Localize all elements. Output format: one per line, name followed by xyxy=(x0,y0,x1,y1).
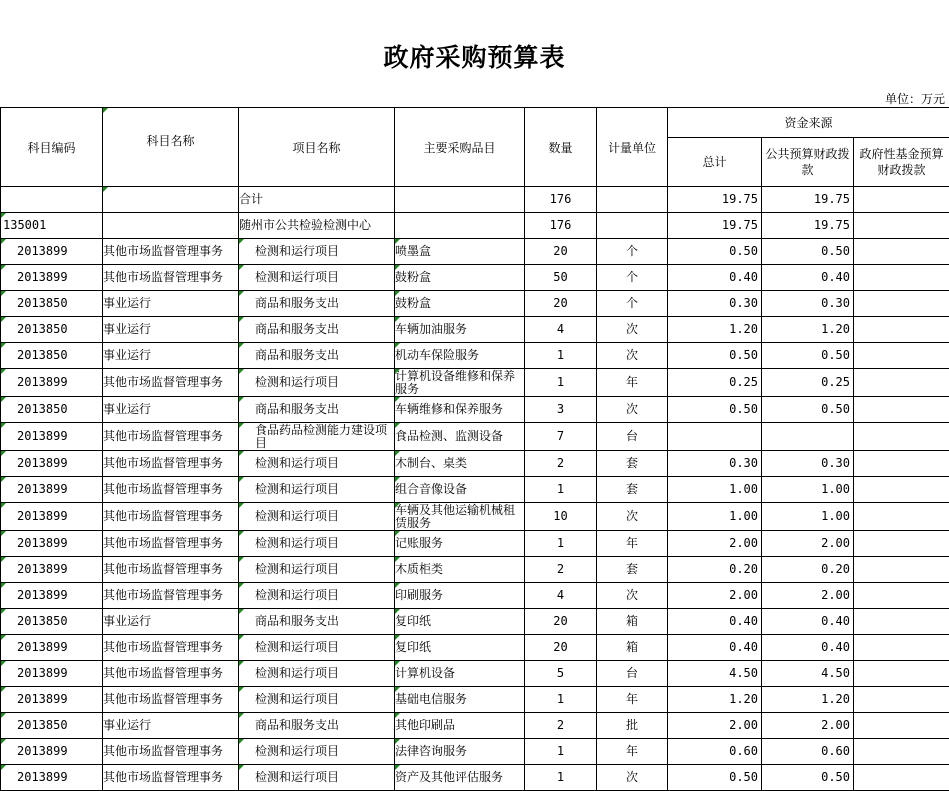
summary-row xyxy=(1,187,949,213)
row-public: 0.40 xyxy=(762,265,854,291)
table-row xyxy=(1,583,949,609)
row-project: 检测和运行项目 xyxy=(239,369,395,397)
row-public: 4.50 xyxy=(762,661,854,687)
row-gov-fund xyxy=(854,609,949,635)
row-item: 计算机设备维修和保养服务 xyxy=(395,369,525,397)
row-item: 其他印刷品 xyxy=(395,713,525,739)
row-item: 车辆维修和保养服务 xyxy=(395,397,525,423)
row-measure: 次 xyxy=(597,397,668,423)
row-gov-fund xyxy=(854,503,949,531)
table-row xyxy=(1,343,949,369)
row-code: 2013899 xyxy=(1,503,103,531)
unit-total: 19.75 xyxy=(668,213,762,239)
row-item: 记账服务 xyxy=(395,531,525,557)
row-code: 2013899 xyxy=(1,423,103,451)
row-total: 0.50 xyxy=(668,343,762,369)
row-measure: 次 xyxy=(597,765,668,791)
row-qty: 20 xyxy=(525,609,597,635)
header-item: 主要采购品目 xyxy=(395,108,525,187)
row-measure: 台 xyxy=(597,423,668,451)
summary-label: 合计 xyxy=(239,187,395,213)
row-code: 2013850 xyxy=(1,713,103,739)
row-total xyxy=(668,423,762,451)
row-item: 车辆加油服务 xyxy=(395,317,525,343)
row-item: 喷墨盒 xyxy=(395,239,525,265)
row-qty: 7 xyxy=(525,423,597,451)
row-measure: 年 xyxy=(597,369,668,397)
unit-public: 19.75 xyxy=(762,213,854,239)
row-project: 检测和运行项目 xyxy=(239,503,395,531)
table-row xyxy=(1,609,949,635)
table-row xyxy=(1,239,949,265)
row-gov-fund xyxy=(854,557,949,583)
row-project: 检测和运行项目 xyxy=(239,557,395,583)
row-item: 组合音像设备 xyxy=(395,477,525,503)
row-project: 商品和服务支出 xyxy=(239,317,395,343)
table-row xyxy=(1,739,949,765)
row-measure: 个 xyxy=(597,239,668,265)
row-code: 2013899 xyxy=(1,265,103,291)
row-public: 0.60 xyxy=(762,739,854,765)
header-code: 科目编码 xyxy=(1,108,103,187)
row-project: 检测和运行项目 xyxy=(239,635,395,661)
row-total: 0.30 xyxy=(668,451,762,477)
row-gov-fund xyxy=(854,661,949,687)
row-qty: 1 xyxy=(525,739,597,765)
row-project: 食品药品检测能力建设项目 xyxy=(239,423,395,451)
row-measure: 次 xyxy=(597,317,668,343)
row-gov-fund xyxy=(854,423,949,451)
row-project: 商品和服务支出 xyxy=(239,713,395,739)
table-row xyxy=(1,291,949,317)
unit-row xyxy=(1,213,949,239)
row-total: 2.00 xyxy=(668,713,762,739)
row-total: 0.30 xyxy=(668,291,762,317)
row-subject: 其他市场监督管理事务 xyxy=(103,451,239,477)
row-item: 复印纸 xyxy=(395,609,525,635)
row-code: 2013850 xyxy=(1,291,103,317)
row-measure: 套 xyxy=(597,451,668,477)
row-total: 1.20 xyxy=(668,687,762,713)
table-row xyxy=(1,635,949,661)
table-row xyxy=(1,451,949,477)
row-item: 车辆及其他运输机械租赁服务 xyxy=(395,503,525,531)
table-row xyxy=(1,397,949,423)
row-measure: 套 xyxy=(597,557,668,583)
summary-qty: 176 xyxy=(525,187,597,213)
row-public: 2.00 xyxy=(762,713,854,739)
row-subject: 其他市场监督管理事务 xyxy=(103,369,239,397)
header-subject: 科目名称 xyxy=(103,108,239,187)
table-row xyxy=(1,557,949,583)
row-subject: 其他市场监督管理事务 xyxy=(103,477,239,503)
header-measure: 计量单位 xyxy=(597,108,668,187)
row-code: 2013899 xyxy=(1,765,103,791)
summary-public: 19.75 xyxy=(762,187,854,213)
row-total: 0.25 xyxy=(668,369,762,397)
row-subject: 其他市场监督管理事务 xyxy=(103,531,239,557)
row-subject: 事业运行 xyxy=(103,609,239,635)
row-project: 检测和运行项目 xyxy=(239,661,395,687)
row-project: 检测和运行项目 xyxy=(239,583,395,609)
row-public xyxy=(762,423,854,451)
row-qty: 4 xyxy=(525,317,597,343)
row-measure: 年 xyxy=(597,531,668,557)
row-qty: 4 xyxy=(525,583,597,609)
row-measure: 次 xyxy=(597,503,668,531)
table-row xyxy=(1,423,949,451)
row-public: 1.20 xyxy=(762,687,854,713)
row-subject: 其他市场监督管理事务 xyxy=(103,557,239,583)
budget-table xyxy=(0,107,949,791)
row-qty: 20 xyxy=(525,291,597,317)
row-qty: 2 xyxy=(525,713,597,739)
row-measure: 台 xyxy=(597,661,668,687)
row-code: 2013850 xyxy=(1,317,103,343)
row-qty: 5 xyxy=(525,661,597,687)
row-item: 法律咨询服务 xyxy=(395,739,525,765)
row-code: 2013899 xyxy=(1,477,103,503)
row-total: 0.20 xyxy=(668,557,762,583)
row-code: 2013850 xyxy=(1,609,103,635)
row-public: 2.00 xyxy=(762,583,854,609)
header-gov-fund: 政府性基金预算财政拨款 xyxy=(854,138,949,187)
row-qty: 1 xyxy=(525,369,597,397)
row-project: 检测和运行项目 xyxy=(239,239,395,265)
row-public: 1.20 xyxy=(762,317,854,343)
row-project: 商品和服务支出 xyxy=(239,291,395,317)
header-funds: 资金来源 xyxy=(668,108,949,138)
header-qty: 数量 xyxy=(525,108,597,187)
row-qty: 2 xyxy=(525,451,597,477)
row-code: 2013899 xyxy=(1,239,103,265)
row-subject: 事业运行 xyxy=(103,317,239,343)
row-qty: 1 xyxy=(525,343,597,369)
row-public: 0.50 xyxy=(762,765,854,791)
row-gov-fund xyxy=(854,687,949,713)
row-project: 检测和运行项目 xyxy=(239,265,395,291)
row-measure: 批 xyxy=(597,713,668,739)
row-item: 资产及其他评估服务 xyxy=(395,765,525,791)
row-subject: 事业运行 xyxy=(103,397,239,423)
row-code: 2013850 xyxy=(1,343,103,369)
row-public: 0.20 xyxy=(762,557,854,583)
table-row xyxy=(1,713,949,739)
row-total: 0.40 xyxy=(668,635,762,661)
row-total: 0.50 xyxy=(668,239,762,265)
row-public: 0.40 xyxy=(762,635,854,661)
row-total: 0.50 xyxy=(668,765,762,791)
row-gov-fund xyxy=(854,239,949,265)
row-code: 2013899 xyxy=(1,739,103,765)
row-gov-fund xyxy=(854,369,949,397)
row-subject: 其他市场监督管理事务 xyxy=(103,503,239,531)
row-item: 印刷服务 xyxy=(395,583,525,609)
row-total: 1.00 xyxy=(668,477,762,503)
row-public: 2.00 xyxy=(762,531,854,557)
table-row xyxy=(1,503,949,531)
row-total: 1.20 xyxy=(668,317,762,343)
row-item: 基础电信服务 xyxy=(395,687,525,713)
row-qty: 1 xyxy=(525,765,597,791)
row-subject: 其他市场监督管理事务 xyxy=(103,265,239,291)
row-public: 0.40 xyxy=(762,609,854,635)
row-item: 木制台、桌类 xyxy=(395,451,525,477)
table-row xyxy=(1,531,949,557)
row-code: 2013899 xyxy=(1,531,103,557)
row-subject: 其他市场监督管理事务 xyxy=(103,661,239,687)
row-public: 0.30 xyxy=(762,291,854,317)
row-project: 检测和运行项目 xyxy=(239,739,395,765)
row-code: 2013899 xyxy=(1,369,103,397)
row-gov-fund xyxy=(854,531,949,557)
header-project: 项目名称 xyxy=(239,108,395,187)
table-row xyxy=(1,687,949,713)
row-gov-fund xyxy=(854,477,949,503)
page-title: 政府采购预算表 xyxy=(0,38,949,74)
row-gov-fund xyxy=(854,291,949,317)
row-subject: 事业运行 xyxy=(103,291,239,317)
row-total: 2.00 xyxy=(668,583,762,609)
unit-qty: 176 xyxy=(525,213,597,239)
row-code: 2013850 xyxy=(1,397,103,423)
row-gov-fund xyxy=(854,635,949,661)
row-project: 检测和运行项目 xyxy=(239,531,395,557)
row-public: 0.30 xyxy=(762,451,854,477)
row-gov-fund xyxy=(854,265,949,291)
row-gov-fund xyxy=(854,765,949,791)
row-total: 2.00 xyxy=(668,531,762,557)
row-measure: 箱 xyxy=(597,609,668,635)
row-measure: 套 xyxy=(597,477,668,503)
row-item: 木质柜类 xyxy=(395,557,525,583)
row-qty: 1 xyxy=(525,687,597,713)
row-project: 商品和服务支出 xyxy=(239,397,395,423)
row-total: 0.40 xyxy=(668,265,762,291)
row-measure: 次 xyxy=(597,583,668,609)
unit-code: 135001 xyxy=(1,213,103,239)
row-subject: 其他市场监督管理事务 xyxy=(103,765,239,791)
row-item: 机动车保险服务 xyxy=(395,343,525,369)
row-public: 0.50 xyxy=(762,397,854,423)
row-gov-fund xyxy=(854,739,949,765)
row-project: 商品和服务支出 xyxy=(239,343,395,369)
row-public: 1.00 xyxy=(762,503,854,531)
row-measure: 个 xyxy=(597,265,668,291)
row-qty: 10 xyxy=(525,503,597,531)
row-subject: 事业运行 xyxy=(103,713,239,739)
row-item: 鼓粉盒 xyxy=(395,265,525,291)
unit-label: 单位：万元 xyxy=(885,90,945,107)
row-gov-fund xyxy=(854,343,949,369)
table-row xyxy=(1,369,949,397)
row-gov-fund xyxy=(854,317,949,343)
row-subject: 其他市场监督管理事务 xyxy=(103,635,239,661)
row-code: 2013899 xyxy=(1,583,103,609)
row-project: 检测和运行项目 xyxy=(239,477,395,503)
row-project: 检测和运行项目 xyxy=(239,765,395,791)
table-row xyxy=(1,317,949,343)
row-total: 1.00 xyxy=(668,503,762,531)
table-row xyxy=(1,765,949,791)
row-measure: 个 xyxy=(597,291,668,317)
table-row xyxy=(1,265,949,291)
row-gov-fund xyxy=(854,397,949,423)
row-measure: 次 xyxy=(597,343,668,369)
header-public-budget: 公共预算财政拨款 xyxy=(762,138,854,187)
table-row xyxy=(1,661,949,687)
unit-name: 随州市公共检验检测中心 xyxy=(239,213,395,239)
summary-total: 19.75 xyxy=(668,187,762,213)
row-code: 2013899 xyxy=(1,687,103,713)
row-item: 计算机设备 xyxy=(395,661,525,687)
row-item: 鼓粉盒 xyxy=(395,291,525,317)
row-public: 0.25 xyxy=(762,369,854,397)
row-code: 2013899 xyxy=(1,661,103,687)
row-public: 0.50 xyxy=(762,239,854,265)
row-total: 0.50 xyxy=(668,397,762,423)
row-subject: 其他市场监督管理事务 xyxy=(103,583,239,609)
row-total: 4.50 xyxy=(668,661,762,687)
row-total: 0.60 xyxy=(668,739,762,765)
row-gov-fund xyxy=(854,583,949,609)
row-qty: 1 xyxy=(525,531,597,557)
row-subject: 其他市场监督管理事务 xyxy=(103,687,239,713)
row-measure: 年 xyxy=(597,739,668,765)
row-public: 1.00 xyxy=(762,477,854,503)
row-public: 0.50 xyxy=(762,343,854,369)
row-measure: 年 xyxy=(597,687,668,713)
row-subject: 事业运行 xyxy=(103,343,239,369)
row-item: 食品检测、监测设备 xyxy=(395,423,525,451)
row-code: 2013899 xyxy=(1,635,103,661)
row-qty: 20 xyxy=(525,239,597,265)
row-qty: 20 xyxy=(525,635,597,661)
row-gov-fund xyxy=(854,713,949,739)
header-total: 总计 xyxy=(668,138,762,187)
row-total: 0.40 xyxy=(668,609,762,635)
row-qty: 3 xyxy=(525,397,597,423)
row-qty: 50 xyxy=(525,265,597,291)
row-subject: 其他市场监督管理事务 xyxy=(103,423,239,451)
row-project: 商品和服务支出 xyxy=(239,609,395,635)
row-item: 复印纸 xyxy=(395,635,525,661)
row-code: 2013899 xyxy=(1,451,103,477)
row-measure: 箱 xyxy=(597,635,668,661)
row-gov-fund xyxy=(854,451,949,477)
row-subject: 其他市场监督管理事务 xyxy=(103,739,239,765)
row-project: 检测和运行项目 xyxy=(239,687,395,713)
row-qty: 2 xyxy=(525,557,597,583)
row-project: 检测和运行项目 xyxy=(239,451,395,477)
row-code: 2013899 xyxy=(1,557,103,583)
table-row xyxy=(1,477,949,503)
row-subject: 其他市场监督管理事务 xyxy=(103,239,239,265)
row-qty: 1 xyxy=(525,477,597,503)
